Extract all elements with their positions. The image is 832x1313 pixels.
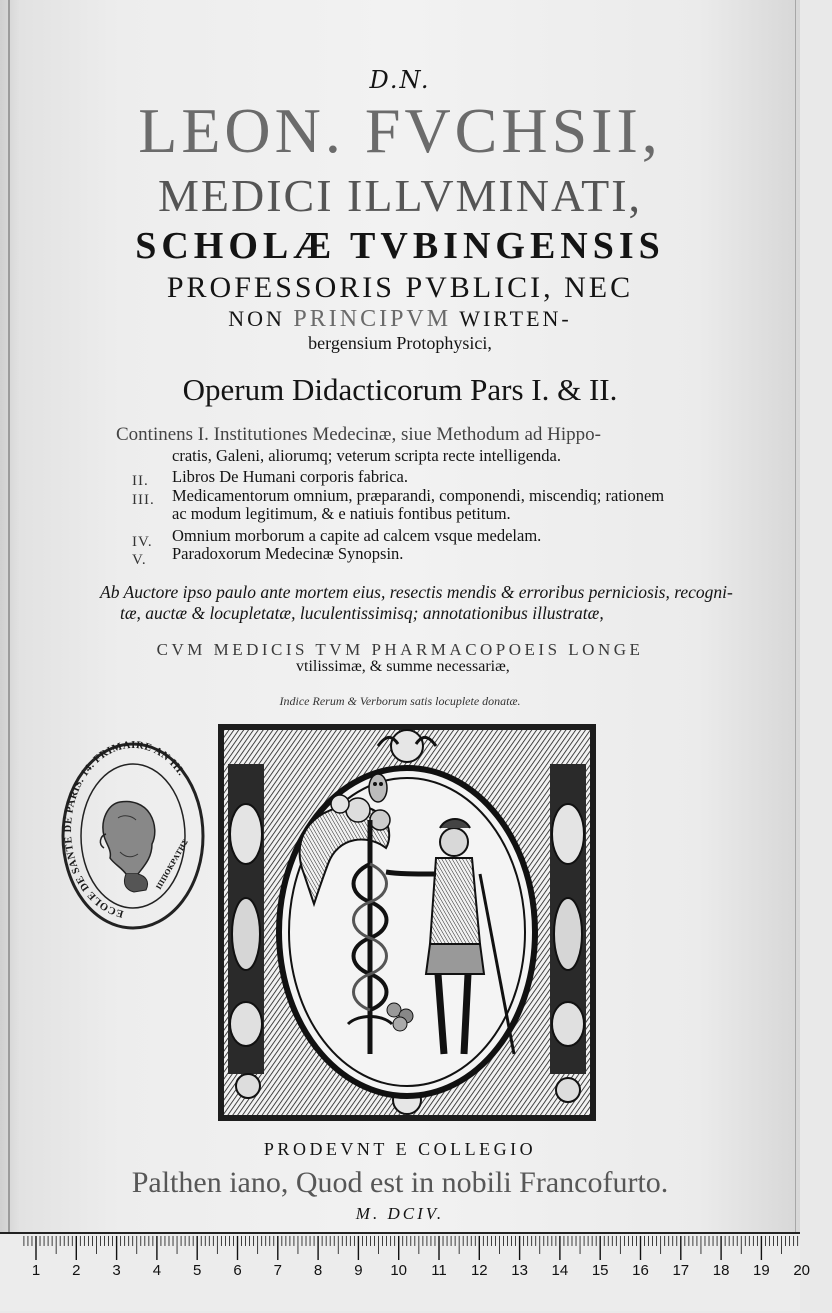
non-word: NON (228, 306, 285, 331)
owl-icon (369, 774, 387, 802)
contents-item-3: Medicamentorum omnium, præparandi, componendi, miscendiq; rationem (172, 486, 665, 505)
school-line: SCHOLÆ TVBINGENSIS (135, 225, 665, 267)
ruler-number: 14 (551, 1262, 569, 1279)
ruler-number: 15 (591, 1262, 609, 1279)
ruler-number: 20 (793, 1262, 811, 1279)
ruler-number: 19 (753, 1262, 770, 1279)
ruler-number: 5 (193, 1262, 202, 1279)
auctore-line-2: tæ, auctæ & locupletatæ, luculentissimisq; annotationibus illustratæ, (120, 603, 604, 623)
contents-item-5: Paradoxorum Medecinæ Synopsin. (172, 544, 404, 563)
professor-line: PROFESSORIS PVBLICI, NEC (166, 271, 634, 304)
stamp-greek-name: ΙΠΠΟΚΡΑΤΗΣ (153, 837, 190, 891)
author-title: MEDICI ILLVMINATI, (157, 170, 643, 221)
non-principum-line (0, 306, 800, 332)
ruler-number: 16 (632, 1262, 649, 1279)
ruler-number: 10 (390, 1262, 408, 1279)
stamp-ring-text: ECOLE DE SANTE DE PARIS. 14. FRIMAIRE AN III. (63, 740, 187, 919)
contents-num-2: II. (132, 473, 149, 489)
contents-intro: Continens I. Institutiones Medecinæ, siue Methodum ad Hippo- (116, 424, 601, 445)
library-stamp (60, 740, 206, 932)
ruler-number: 3 (112, 1262, 121, 1279)
contents-item-3b: ac modum legitimum, & e natiuis fontibus petitum. (172, 504, 511, 523)
ruler-number: 9 (354, 1262, 363, 1279)
contents-item-2: Libros De Humani corporis fabrica. (172, 467, 408, 486)
contents-num-4: IV. (132, 534, 153, 550)
imprint-line-2: Palthen iano, Quod est in nobili Francofurto. (131, 1166, 669, 1199)
ruler-number: 1 (31, 1262, 41, 1279)
hippocrates-portrait-icon (100, 802, 154, 893)
ruler-number: 17 (672, 1262, 690, 1279)
imprint-line-1: PRODEVNT E COLLEGIO (263, 1139, 537, 1159)
contents-num-5: V. (132, 552, 147, 568)
frame-ornament-right (550, 764, 586, 1074)
ruler-number: 12 (470, 1262, 488, 1279)
cum-medicis-line: CVM MEDICIS TVM PHARMACOPOEIS LONGE (156, 640, 644, 659)
author-name: LEON. FVCHSII, (138, 95, 662, 166)
ruler-number: 7 (273, 1262, 282, 1279)
ruler-number: 2 (72, 1262, 81, 1279)
dn-heading: D.N. (369, 66, 431, 94)
ruler-number: 6 (233, 1262, 242, 1279)
ruler-number: 18 (712, 1262, 730, 1279)
contents-intro-2: cratis, Galeni, aliorumq; veterum scripta recte intelligenda. (172, 446, 561, 465)
contents-num-3: III. (132, 492, 155, 508)
ruler-numbers (0, 1262, 811, 1282)
ruler-number: 13 (511, 1262, 528, 1279)
vtilissimae-line: vtilissimæ, & summe necessariæ, (296, 658, 510, 675)
frame-ornament-left (228, 764, 264, 1074)
contents-item-4: Omnium morborum a capite ad calcem vsque medelam. (172, 526, 542, 545)
principum-word: PRINCIPVM (293, 306, 452, 332)
printers-device-woodcut (218, 724, 596, 1121)
imprint-year: M. DCIV. (355, 1204, 445, 1223)
auctore-line-1: Ab Auctore ipso paulo ante mortem eius, resectis mendis & erroribus perniciosis, recogni- (100, 582, 733, 602)
ruler-number: 8 (313, 1262, 323, 1279)
ruler-number: 4 (152, 1262, 162, 1279)
work-title: Operum Didacticorum Pars I. & II. (182, 372, 618, 407)
indice-line: Indice Rerum & Verborum satis locuplete donatæ. (279, 694, 521, 708)
ruler-number: 11 (431, 1262, 447, 1279)
protophysici-line: bergensium Protophysici, (308, 333, 492, 353)
wirten-word: WIRTEN- (459, 306, 572, 331)
